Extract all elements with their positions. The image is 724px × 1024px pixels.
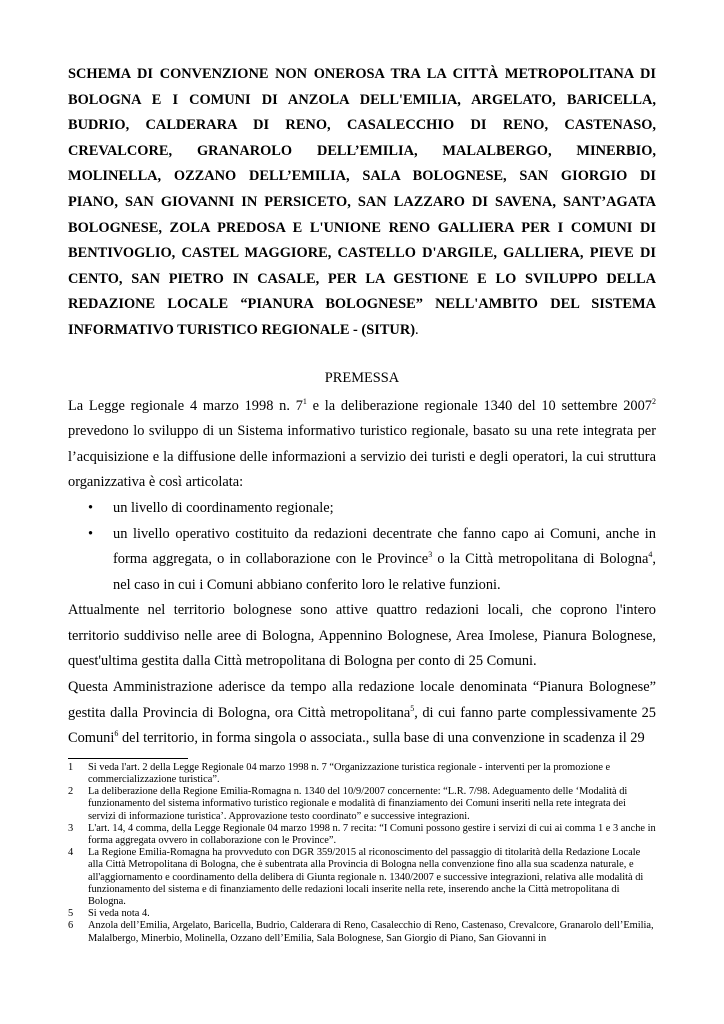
- footnote-number: 5: [68, 908, 74, 920]
- title-line: BENTIVOGLIO, CASTEL MAGGIORE, CASTELLO D'ARGILE, GALLIERA, PIEVE DI: [68, 245, 656, 262]
- title-line: SCHEMA DI CONVENZIONE NON ONEROSA TRA LA CITTÀ METROPOLITANA DI: [68, 66, 656, 82]
- footnote: [68, 920, 656, 944]
- footnote-ref[interactable]: 6: [114, 729, 119, 739]
- footnote-text: Si veda nota 4.: [88, 908, 150, 920]
- paragraph-current-status: Attualmente nel territorio bolognese sono attive quattro redazioni locali, che coprono l'intero territorio suddiviso nelle aree di Bologna, Appennino Bolognese, Area Imolese, Pianura Bolognese, quest'ultima gestita dalla Città metropolitana di Bologna per conto di 25 Comuni.: [68, 602, 656, 670]
- paragraph-intro: [68, 394, 656, 496]
- footnote-number: 2: [68, 786, 74, 798]
- title-line: CENTO, SAN PIETRO IN CASALE, PER LA GESTIONE E LO SVILUPPO DELLA: [68, 270, 656, 287]
- list-item: [68, 496, 656, 522]
- document-title: [68, 62, 656, 344]
- footnote-ref[interactable]: 2: [652, 396, 656, 406]
- footnote-ref[interactable]: 1: [302, 396, 307, 406]
- title-line-last: [68, 318, 656, 344]
- title-end-punctuation: .: [415, 321, 419, 338]
- document-page: [68, 62, 656, 945]
- section-heading: PREMESSA: [324, 369, 400, 386]
- footnotes: [68, 762, 656, 945]
- footnote-text: Si veda l'art. 2 della Legge Regionale 04 marzo 1998 n. 7 “Organizzazione turistica regionale - interventi per la promozione e commercializzazione turistica”.: [88, 761, 611, 786]
- paragraph-text: , di cui fanno parte complessivamente 25 Comuni: [68, 704, 656, 747]
- footnote: [68, 908, 656, 920]
- footnote-number: 3: [68, 822, 74, 834]
- footnote-text: Anzola dell’Emilia, Argelato, Baricella, Budrio, Calderara di Reno, Casalecchio di Reno, Castenaso, Crevalcore, Granarolo dell’Emilia, Malalbergo, Minerbio, Molinella, Ozzano dell’Emilia, Sala Bolognese, San Giorgio di Piano, San Giovanni in: [88, 920, 654, 944]
- title-line: BOLOGNESE, ZOLA PREDOSA E L'UNIONE RENO GALLIERA PER I COMUNI DI: [68, 219, 656, 236]
- footnote-ref[interactable]: 3: [428, 550, 433, 560]
- footnote-ref[interactable]: 5: [410, 703, 415, 713]
- list-item-text: o la Città metropolitana di Bologna: [432, 551, 649, 568]
- paragraph-text: Questa Amministrazione aderisce da tempo alla redazione locale denominata “Pianura Bolognese” gestita dalla Provincia di Bologna, ora Città metropolitana: [68, 679, 656, 721]
- footnote: [68, 786, 656, 823]
- footnote-text: La Regione Emilia-Romagna ha provveduto con DGR 359/2015 al riconoscimento del passaggio di titolarità della Redazione Locale alla Città Metropolitana di Bologna, che è subentrata alla Provincia di Bologna nella convenzione fino alla sua scadenza naturale, e all'aggiornamento e coordinamento della delibera di Giunta regionale n. 1340/2007 e successive integrazioni, relativa alle modalità di funzionamento del sistema e di finanziamento delle redazioni locali inserite nella rete, inserendo anche la Città metropolitana di Bologna.: [88, 847, 644, 908]
- title-line: BUDRIO, CALDERARA DI RENO, CASALECCHIO DI RENO, CASTENASO,: [68, 117, 656, 134]
- footnote-text: L'art. 14, 4 comma, della Legge Regionale 04 marzo 1998 n. 7 recita: “I Comuni possono gestire i servizi di cui ai comma 1 e 3 anche in forma aggregata ovvero in collaborazione con le Province”.: [88, 822, 656, 847]
- footnote: [68, 762, 656, 786]
- title-line: CREVALCORE, GRANAROLO DELL’EMILIA, MALALBERGO, MINERBIO,: [68, 142, 656, 159]
- paragraph-text: La Legge regionale 4 marzo 1998 n. 7: [68, 397, 303, 414]
- list-item-text: un livello di coordinamento regionale;: [113, 499, 334, 516]
- list-item: [68, 522, 656, 599]
- footnote-text: La deliberazione della Regione Emilia-Romagna n. 1340 del 10/9/2007 concernente: “L.R. 7/98. Adeguamento delle ‘Modalità di funzionamento del sistema informativo turistico regionale e modalità di finanziamento dei Comuni inseriti nella rete integrata dei servizi di informazione turistica’. Approvazione testo coordinato” e successive integrazioni.: [88, 786, 628, 822]
- title-line: PIANO, SAN GIOVANNI IN PERSICETO, SAN LAZZARO DI SAVENA, SANT’AGATA: [68, 193, 656, 210]
- footnote-number: 4: [68, 847, 74, 859]
- bullet-icon: •: [88, 525, 94, 542]
- list-item-text: , nel caso in cui i Comuni abbiano conferito loro le relative funzioni.: [113, 551, 656, 593]
- title-line: REDAZIONE LOCALE “PIANURA BOLOGNESE” NELL'AMBITO DEL SISTEMA: [68, 296, 656, 313]
- title-line-text: INFORMATIVO TURISTICO REGIONALE - (SITUR): [68, 321, 415, 338]
- title-line: MOLINELLA, OZZANO DELL’EMILIA, SALA BOLOGNESE, SAN GIORGIO DI: [68, 168, 656, 185]
- list-item-text: un livello operativo costituito da redazioni decentrate che fanno capo ai Comuni, anche in forma aggregata, o in collaborazione con le Province: [113, 525, 656, 568]
- bullet-icon: •: [88, 499, 94, 516]
- title-line: BOLOGNA E I COMUNI DI ANZOLA DELL'EMILIA, ARGELATO, BARICELLA,: [68, 91, 656, 108]
- footnote-number: 1: [68, 761, 74, 773]
- paragraph-text: prevedono lo sviluppo di un Sistema informativo turistico regionale, basato su una rete integrata per l’acquisizione e la diffusione delle informazioni a servizio dei turisti e degli operatori, la cui struttura organizzativa è così articolata:: [68, 423, 656, 491]
- paragraph-administration: [68, 675, 656, 752]
- footnote: [68, 847, 656, 908]
- paragraph-text: del territorio, in forma singola o associata., sulla base di una convenzione in scadenza il 29: [118, 730, 645, 747]
- footnote: [68, 823, 656, 847]
- footnote-ref[interactable]: 4: [648, 550, 653, 560]
- footnote-separator: [68, 758, 188, 759]
- bullet-list: [68, 496, 656, 598]
- footnote-number: 6: [68, 920, 74, 932]
- paragraph-text: e la deliberazione regionale 1340 del 10 settembre 2007: [306, 397, 652, 414]
